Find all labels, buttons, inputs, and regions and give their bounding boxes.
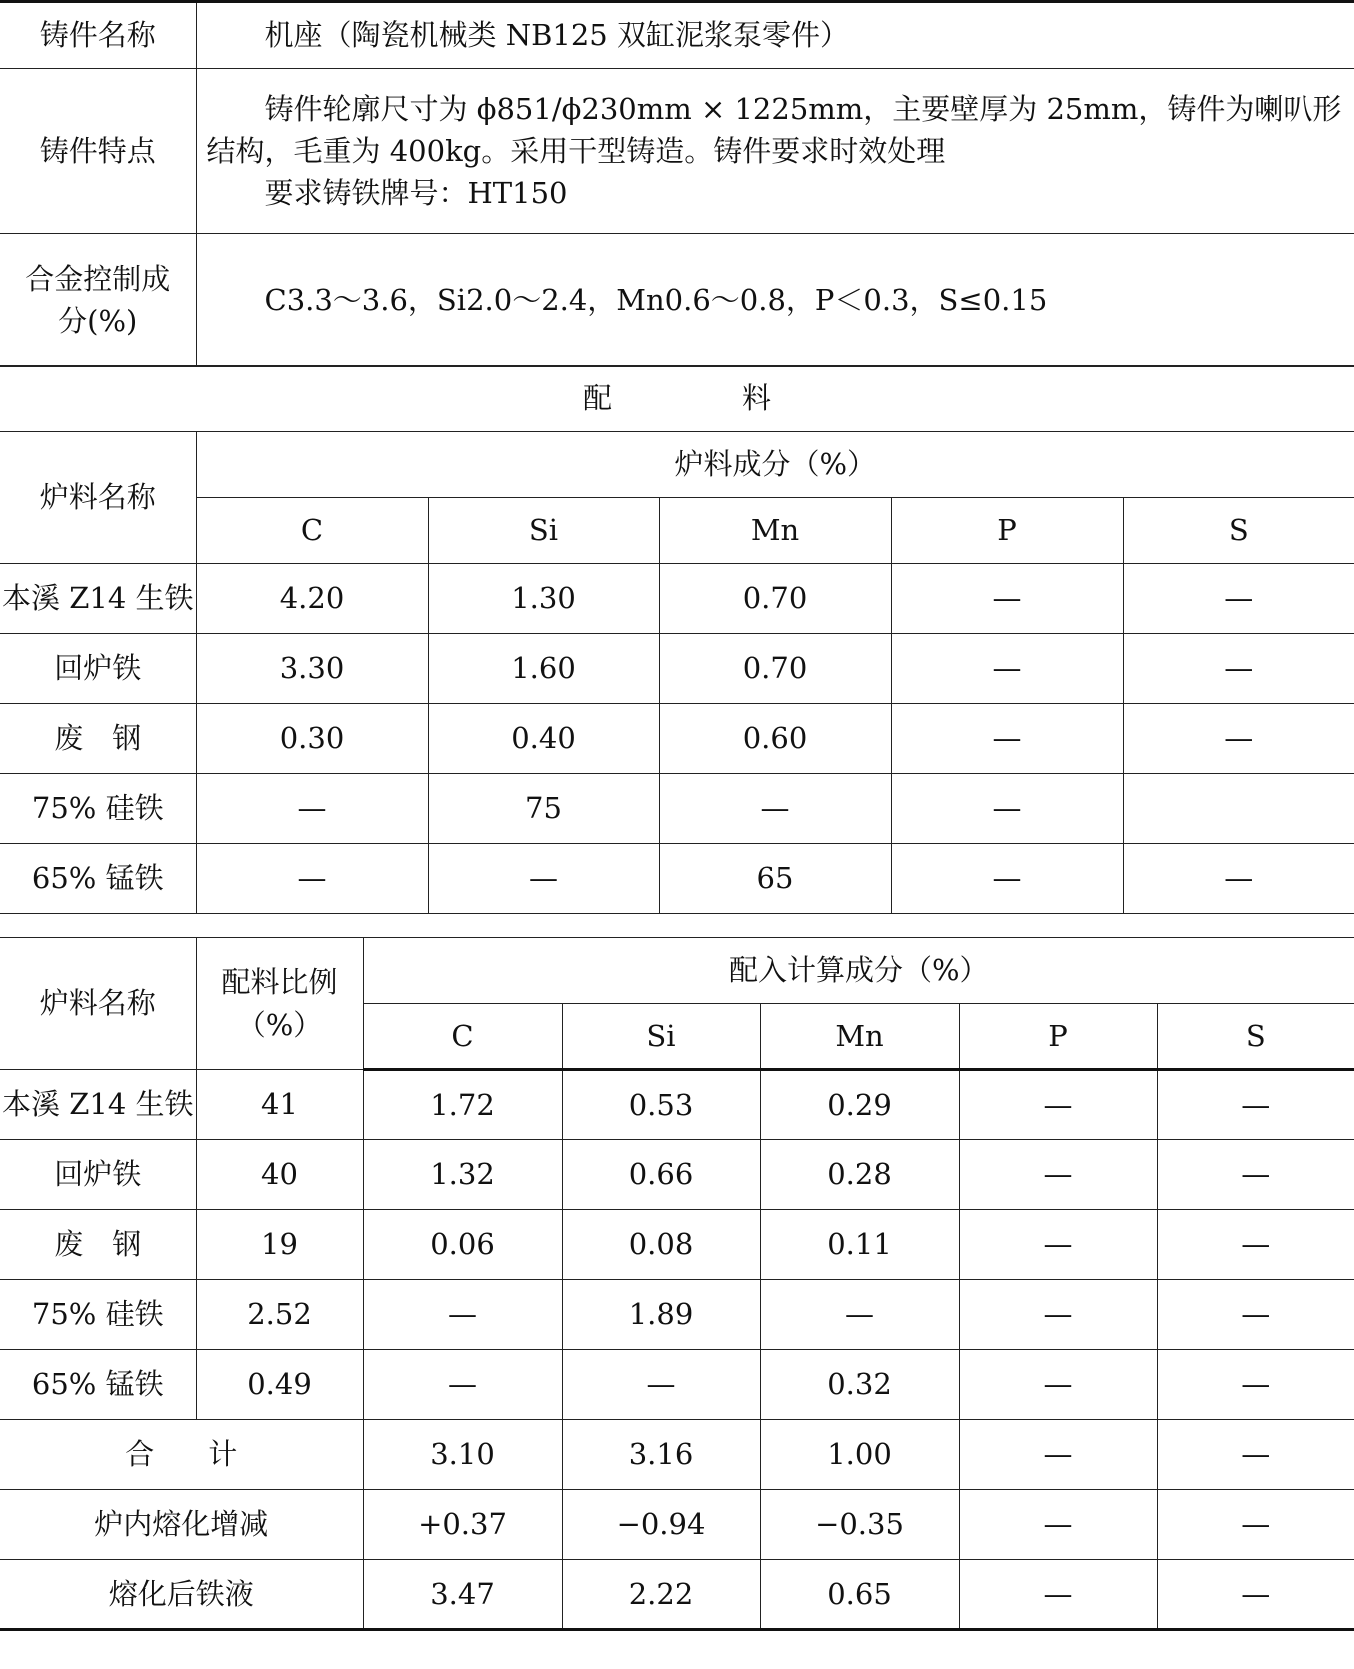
charge-row-name: 废 钢 bbox=[0, 704, 196, 774]
section-title-left: 配 bbox=[583, 381, 613, 416]
charge-row bbox=[0, 704, 1354, 774]
calc-row bbox=[0, 1350, 1354, 1420]
casting-feature-text-2: 要求铸铁牌号：HT150 bbox=[264, 176, 568, 211]
alloy-control-value: C3.3～3.6，Si2.0～2.4，Mn0.6～0.8，P＜0.3，S≤0.15 bbox=[196, 234, 1354, 367]
summary-label: 炉内熔化增减 bbox=[0, 1490, 363, 1560]
charge-name-header: 炉料名称 bbox=[0, 432, 196, 564]
calc-cell-c: 1.32 bbox=[363, 1140, 562, 1210]
charge-cell-p: — bbox=[891, 844, 1123, 914]
charge-cell-si: — bbox=[428, 844, 659, 914]
calc-row-name: 废 钢 bbox=[0, 1210, 196, 1280]
summary-cell-c: +0.37 bbox=[363, 1490, 562, 1560]
charge-cell-p: — bbox=[891, 704, 1123, 774]
calc-row-ratio: 19 bbox=[196, 1210, 363, 1280]
charge-row-name: 本溪 Z14 生铁 bbox=[0, 564, 196, 634]
charge-cell-s bbox=[1123, 774, 1354, 844]
charge-cell-p: — bbox=[891, 634, 1123, 704]
charge-cell-s: — bbox=[1123, 564, 1354, 634]
casting-name-label: 铸件名称 bbox=[0, 2, 196, 69]
casting-info-table bbox=[0, 0, 1354, 367]
charge-row-name: 65% 锰铁 bbox=[0, 844, 196, 914]
summary-cell-si: 3.16 bbox=[562, 1420, 760, 1490]
charge-cell-mn: 65 bbox=[659, 844, 891, 914]
calc-cell-p: — bbox=[959, 1210, 1157, 1280]
summary-cell-p: — bbox=[959, 1420, 1157, 1490]
summary-label-left: 合 bbox=[125, 1437, 155, 1472]
summary-label-right: 计 bbox=[208, 1437, 238, 1472]
summary-row bbox=[0, 1420, 1354, 1490]
charge-col-header-s: S bbox=[1123, 498, 1354, 564]
calc-cell-si: 0.08 bbox=[562, 1210, 760, 1280]
summary-cell-p: — bbox=[959, 1560, 1157, 1630]
charge-row bbox=[0, 564, 1354, 634]
casting-name-value: 机座（陶瓷机械类 NB125 双缸泥浆泵零件） bbox=[196, 2, 1354, 69]
calc-cell-si: 1.89 bbox=[562, 1280, 760, 1350]
charge-cell-p: — bbox=[891, 564, 1123, 634]
charge-row-name: 75% 硅铁 bbox=[0, 774, 196, 844]
charge-cell-c: 3.30 bbox=[196, 634, 428, 704]
calc-row bbox=[0, 1280, 1354, 1350]
calculated-composition-table bbox=[0, 937, 1354, 1631]
calc-row-ratio: 2.52 bbox=[196, 1280, 363, 1350]
charge-composition-table bbox=[0, 365, 1354, 914]
calc-row bbox=[0, 1070, 1354, 1140]
calc-cell-c: 1.72 bbox=[363, 1070, 562, 1140]
charge-cell-mn: — bbox=[659, 774, 891, 844]
charge-cell-mn: 0.70 bbox=[659, 634, 891, 704]
calc-cell-s: — bbox=[1157, 1210, 1354, 1280]
charge-cell-si: 1.30 bbox=[428, 564, 659, 634]
section-title bbox=[0, 366, 1354, 432]
summary-label bbox=[0, 1420, 363, 1490]
charge-cell-c: 4.20 bbox=[196, 564, 428, 634]
calc-cell-s: — bbox=[1157, 1280, 1354, 1350]
charge-cell-si: 1.60 bbox=[428, 634, 659, 704]
calc-col-header-si: Si bbox=[562, 1004, 760, 1070]
charge-col-header-c: C bbox=[196, 498, 428, 564]
charge-cell-c: 0.30 bbox=[196, 704, 428, 774]
charge-cell-c: — bbox=[196, 844, 428, 914]
charge-cell-s: — bbox=[1123, 844, 1354, 914]
calc-comp-header: 配入计算成分（%） bbox=[363, 938, 1354, 1004]
calc-col-header-s: S bbox=[1157, 1004, 1354, 1070]
summary-cell-mn: 1.00 bbox=[760, 1420, 959, 1490]
calc-row-ratio: 41 bbox=[196, 1070, 363, 1140]
summary-cell-s: — bbox=[1157, 1490, 1354, 1560]
charge-row bbox=[0, 844, 1354, 914]
calc-cell-mn: 0.11 bbox=[760, 1210, 959, 1280]
charge-cell-si: 75 bbox=[428, 774, 659, 844]
calc-cell-s: — bbox=[1157, 1350, 1354, 1420]
charge-cell-s: — bbox=[1123, 634, 1354, 704]
summary-cell-p: — bbox=[959, 1490, 1157, 1560]
calc-cell-c: — bbox=[363, 1350, 562, 1420]
charge-col-header-p: P bbox=[891, 498, 1123, 564]
summary-cell-mn: −0.35 bbox=[760, 1490, 959, 1560]
summary-cell-si: 2.22 bbox=[562, 1560, 760, 1630]
charge-col-header-mn: Mn bbox=[659, 498, 891, 564]
calc-ratio-header: 配料比例（%） bbox=[196, 938, 363, 1070]
calc-cell-p: — bbox=[959, 1280, 1157, 1350]
calc-row-name: 本溪 Z14 生铁 bbox=[0, 1070, 196, 1140]
charge-row bbox=[0, 634, 1354, 704]
calc-cell-c: — bbox=[363, 1280, 562, 1350]
calc-cell-si: 0.66 bbox=[562, 1140, 760, 1210]
charge-cell-p: — bbox=[891, 774, 1123, 844]
section-title-right: 料 bbox=[742, 381, 772, 416]
charge-col-header-si: Si bbox=[428, 498, 659, 564]
summary-cell-si: −0.94 bbox=[562, 1490, 760, 1560]
summary-cell-s: — bbox=[1157, 1420, 1354, 1490]
casting-feature-text-1: 铸件轮廓尺寸为 ϕ851/ϕ230mm × 1225mm，主要壁厚为 25mm，铸件为喇叭形结构，毛重为 400kg。采用干型铸造。铸件要求时效处理 bbox=[206, 91, 1342, 168]
calc-cell-mn: 0.28 bbox=[760, 1140, 959, 1210]
charge-cell-c: — bbox=[196, 774, 428, 844]
calc-cell-mn: 0.32 bbox=[760, 1350, 959, 1420]
summary-label: 熔化后铁液 bbox=[0, 1560, 363, 1630]
calc-row-name: 65% 锰铁 bbox=[0, 1350, 196, 1420]
calc-cell-mn: 0.29 bbox=[760, 1070, 959, 1140]
charge-cell-si: 0.40 bbox=[428, 704, 659, 774]
summary-row bbox=[0, 1560, 1354, 1630]
charge-cell-s: — bbox=[1123, 704, 1354, 774]
summary-cell-mn: 0.65 bbox=[760, 1560, 959, 1630]
charge-cell-mn: 0.60 bbox=[659, 704, 891, 774]
calc-row-ratio: 0.49 bbox=[196, 1350, 363, 1420]
calc-col-header-p: P bbox=[959, 1004, 1157, 1070]
calc-row-name: 75% 硅铁 bbox=[0, 1280, 196, 1350]
summary-row bbox=[0, 1490, 1354, 1560]
summary-cell-c: 3.47 bbox=[363, 1560, 562, 1630]
calc-cell-mn: — bbox=[760, 1280, 959, 1350]
calc-row-name: 回炉铁 bbox=[0, 1140, 196, 1210]
alloy-control-label: 合金控制成分(%) bbox=[0, 234, 196, 367]
calc-cell-si: 0.53 bbox=[562, 1070, 760, 1140]
charge-comp-header: 炉料成分（%） bbox=[196, 432, 1354, 498]
calc-cell-p: — bbox=[959, 1350, 1157, 1420]
casting-feature-value bbox=[196, 69, 1354, 234]
casting-feature-label: 铸件特点 bbox=[0, 69, 196, 234]
charge-row bbox=[0, 774, 1354, 844]
calc-cell-si: — bbox=[562, 1350, 760, 1420]
charge-cell-mn: 0.70 bbox=[659, 564, 891, 634]
calc-col-header-c: C bbox=[363, 1004, 562, 1070]
calc-row bbox=[0, 1210, 1354, 1280]
calc-name-header: 炉料名称 bbox=[0, 938, 196, 1070]
calc-cell-p: — bbox=[959, 1140, 1157, 1210]
summary-cell-c: 3.10 bbox=[363, 1420, 562, 1490]
calc-cell-s: — bbox=[1157, 1140, 1354, 1210]
summary-cell-s: — bbox=[1157, 1560, 1354, 1630]
calc-row bbox=[0, 1140, 1354, 1210]
calc-row-ratio: 40 bbox=[196, 1140, 363, 1210]
calc-cell-p: — bbox=[959, 1070, 1157, 1140]
calc-col-header-mn: Mn bbox=[760, 1004, 959, 1070]
calc-cell-s: — bbox=[1157, 1070, 1354, 1140]
charge-row-name: 回炉铁 bbox=[0, 634, 196, 704]
calc-cell-c: 0.06 bbox=[363, 1210, 562, 1280]
